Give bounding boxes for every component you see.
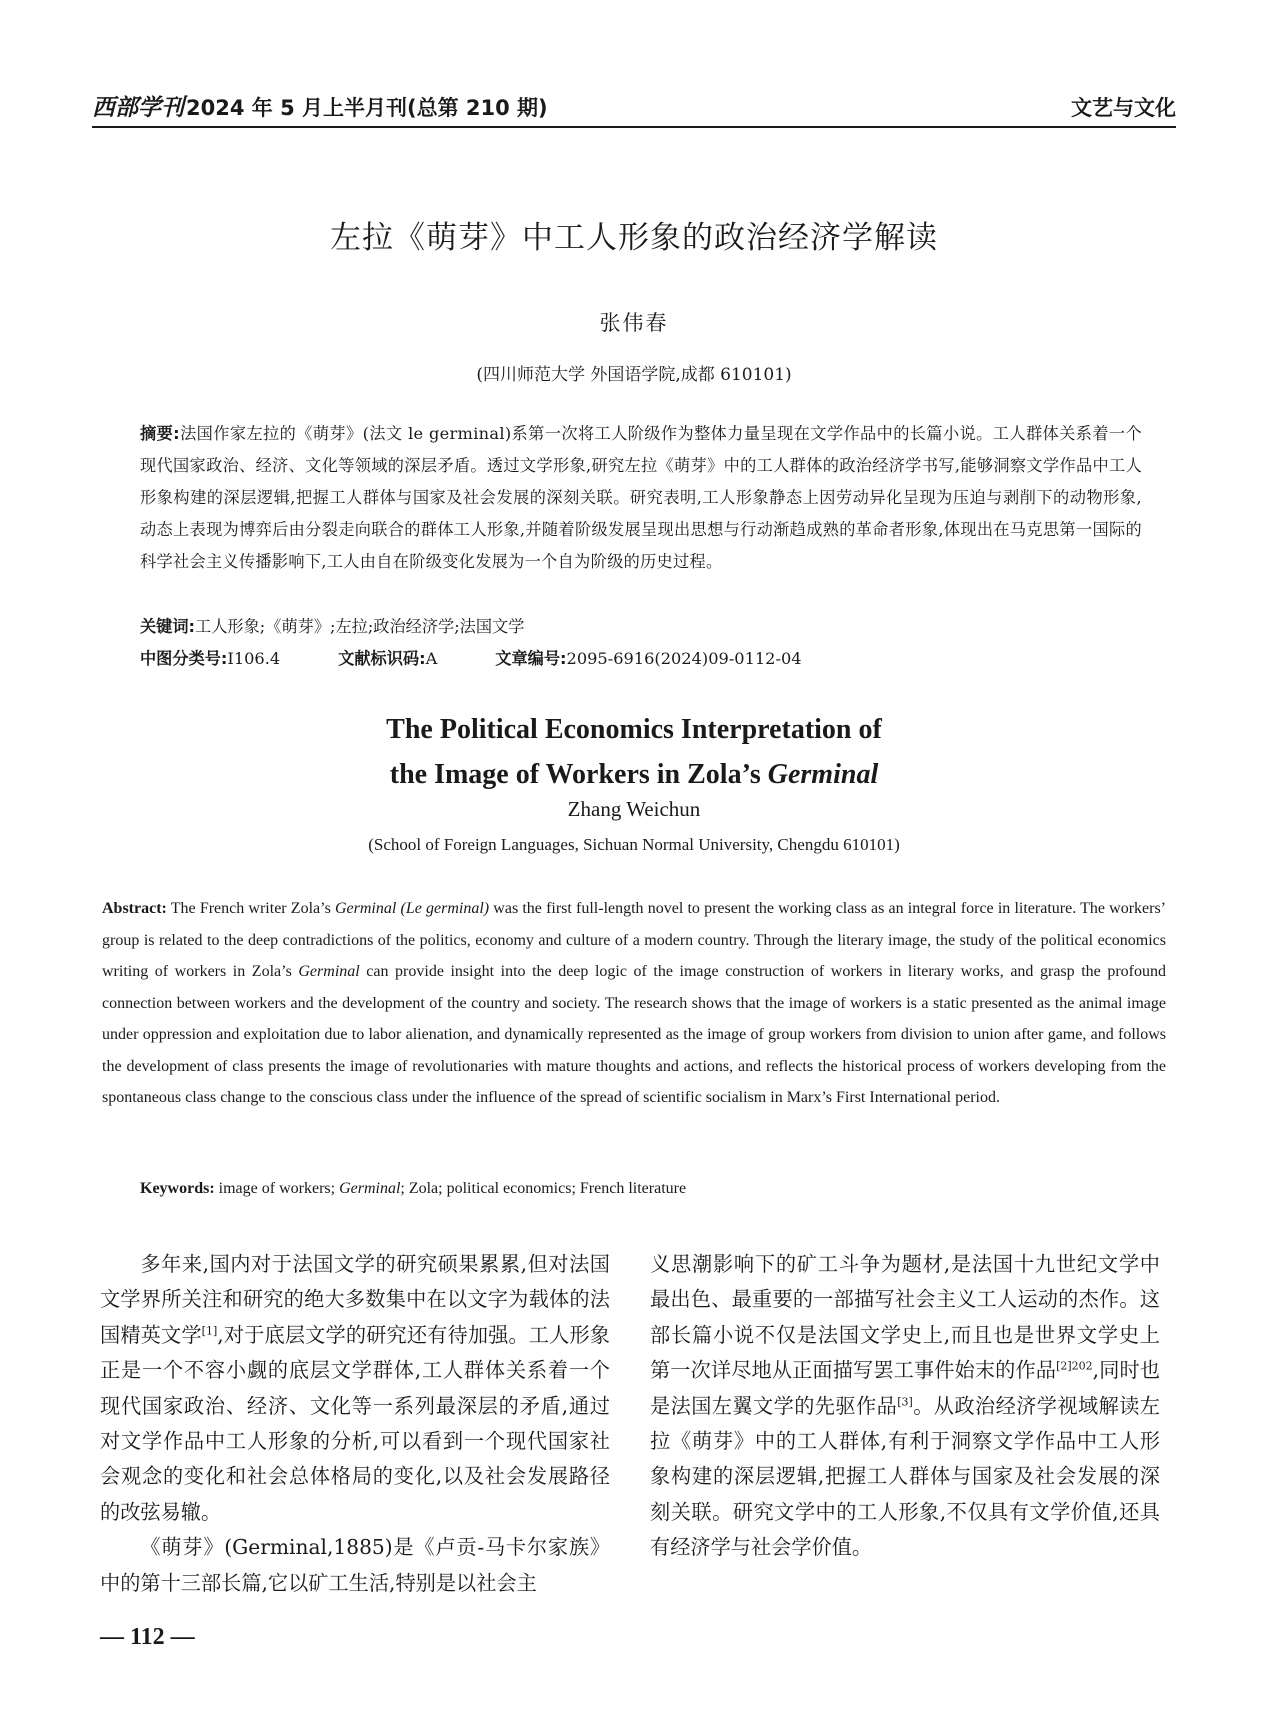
doc-code: 文献标识码:A (338, 649, 438, 668)
issue-info: 2024 年 5 月上半月刊(总第 210 期) (186, 96, 548, 120)
page-number: — 112 — (100, 1624, 195, 1650)
body-paragraph: 义思潮影响下的矿工斗争为题材,是法国十九世纪文学中最出色、最重要的一部描写社会主义工人运动的杰作。这部长篇小说不仅是法国文学史上,而且也是世界文学史上第一次详尽地从正面描写罢工事件始末的作品$^{[2]202}$,同时也是法国左翼文学的先驱作品[3]。从政治经济学视域解读左拉《萌芽》中的工人群体,有利于洞察文学作品中工人形象构建的深层逻辑,把握工人群体与国家及社会发展的深刻关联。研究文学中的工人形象,不仅具有文学价值,还具有经济学与社会学价值。 (650, 1252, 1160, 1560)
body-paragraph: 《萌芽》(Germinal,1885)是《卢贡-马卡尔家族》中的第十三部长篇,它以矿工生活,特别是以社会主 (100, 1535, 610, 1595)
abstract-cn-label: 摘要: (140, 424, 180, 443)
clc-number: 中图分类号:I106.4 (140, 649, 281, 668)
body-column-right (650, 1247, 1160, 1566)
journal-logo: 西部学刊 (92, 94, 184, 121)
article-title-cn: 左拉《萌芽》中工人形象的政治经济学解读 (330, 220, 938, 256)
author-en: Zhang Weichun (567, 797, 701, 821)
author-cn: 张伟春 (599, 311, 669, 335)
keywords-en-label: Keywords: (140, 1180, 215, 1197)
classification-meta (140, 645, 1142, 669)
header-journal-issue (92, 89, 548, 126)
keywords-en: Keywords: image of workers; Germinal; Zola; political economics; French literature (140, 1180, 687, 1197)
citation-ref: [2]202 (1056, 1359, 1093, 1373)
affiliation-cn: (四川师范大学 外国语学院,成都 610101) (476, 365, 792, 385)
keywords-cn-label: 关键词: (140, 617, 196, 636)
abstract-en: Abstract: The French writer Zola’s Germinal (Le germinal) was the first full-length novel to present the working class as an integral force in literature. The workers’ group is related to the deep contradictions of the politics, economy and culture of a modern country. Through the literary image, the study of the political economics writing of workers in Zola’s Germinal can provide insight into the deep logic of the image construction of workers in literary works, and grasp the profound connection between workers and the development of the country and society. The research shows that the image of workers is a static presented as the animal image under oppression and exploitation due to labor alienation, and dynamically represented as the image of group workers from division to union after game, and follows the development of class presents the image of revolutionaries with mature thoughts and actions, and reflects the historical process of workers developing from the spontaneous class change to the conscious class under the influence of the spread of scientific socialism in Marx’s First International period. (102, 900, 1167, 1106)
running-header (92, 92, 1176, 128)
abstract-cn (140, 418, 1142, 578)
abstract-cn-text: 法国作家左拉的《萌芽》(法文 le germinal)系第一次将工人阶级作为整体力量呈现在文学作品中的长篇小说。工人群体关系着一个现代国家政治、经济、文化等领域的深层矛盾。透过文学形象,研究左拉《萌芽》中的工人群体的政治经济学书写,能够洞察文学作品中工人形象构建的深层逻辑,把握工人群体与国家及社会发展的深刻关联。研究表明,工人形象静态上因劳动异化呈现为压迫与剥削下的动物形象,动态上表现为博弈后由分裂走向联合的群体工人形象,并随着阶级发展呈现出思想与行动渐趋成熟的革命者形象,体现出在马克思第一国际的科学社会主义传播影响下,工人由自在阶级变化发展为一个自为阶级的历史过程。 (140, 424, 1143, 571)
affiliation-en: (School of Foreign Languages, Sichuan Normal University, Chengdu 610101) (368, 835, 900, 854)
body-paragraph: 多年来,国内对于法国文学的研究硕果累累,但对法国文学界所关注和研究的绝大多数集中在以文字为载体的法国精英文学[1],对于底层文学的研究还有待加强。工人形象正是一个不容小觑的底层文学群体,工人群体关系着一个现代国家政治、经济、文化等一系列最深层的矛盾,通过对文学作品中工人形象的分析,可以看到一个现代国家社会观念的变化和社会总体格局的变化,以及社会发展路径的改弦易辙。 (100, 1252, 610, 1524)
title-en-line1: The Political Economics Interpretation of (386, 714, 882, 745)
keywords-cn-text: 工人形象;《萌芽》;左拉;政治经济学;法国文学 (195, 617, 525, 636)
article-number: 文章编号:2095-6916(2024)09-0112-04 (495, 649, 802, 668)
body-column-left (100, 1247, 610, 1601)
article-title-en (0, 707, 1268, 797)
abstract-en-label: Abstract: (102, 900, 167, 917)
citation-ref: [3] (897, 1394, 913, 1408)
keywords-cn (140, 613, 1142, 637)
citation-ref: [1] (201, 1324, 218, 1338)
section-name: 文艺与文化 (1071, 96, 1176, 120)
title-en-line2: the Image of Workers in Zola’s Germinal (389, 759, 879, 790)
